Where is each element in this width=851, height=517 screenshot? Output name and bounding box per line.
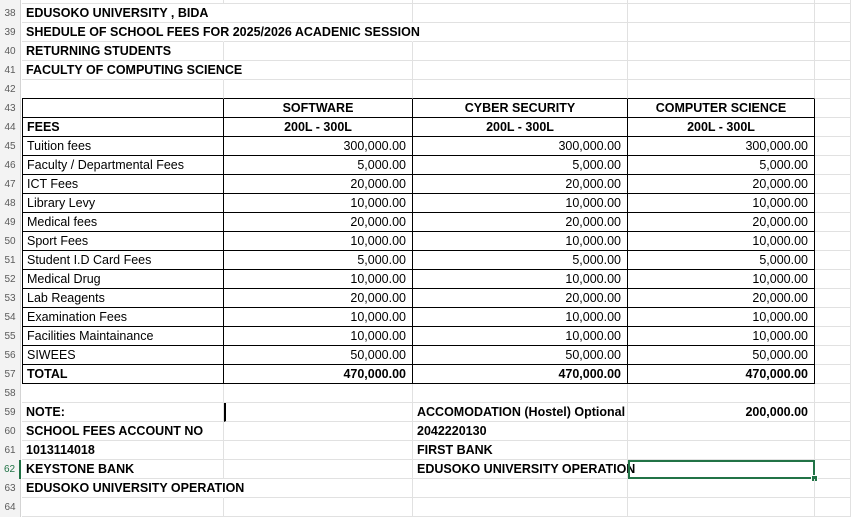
fee-amount-computer-science[interactable]: 10,000.00 (628, 327, 815, 346)
cell[interactable] (815, 479, 851, 498)
fee-row (0, 175, 851, 194)
cell[interactable] (815, 498, 851, 517)
accommodation-amount[interactable]: 200,000.00 (628, 403, 815, 422)
spreadsheet-row (0, 460, 851, 479)
cell[interactable] (413, 80, 628, 99)
cell[interactable] (815, 232, 851, 251)
fee-amount-software[interactable]: 20,000.00 (224, 213, 413, 232)
fee-amount-computer-science[interactable]: 10,000.00 (628, 270, 815, 289)
cell[interactable] (815, 308, 851, 327)
cell[interactable] (815, 270, 851, 289)
cell[interactable] (815, 346, 851, 365)
fee-label[interactable]: Sport Fees (22, 232, 224, 251)
fee-amount-cyber-security[interactable]: 10,000.00 (413, 270, 628, 289)
program-header-computer-science[interactable]: COMPUTER SCIENCE (628, 99, 815, 118)
cell[interactable] (815, 156, 851, 175)
cell[interactable] (413, 479, 628, 498)
fee-row (0, 270, 851, 289)
fee-row (0, 251, 851, 270)
hostel-account-name[interactable]: EDUSOKO UNIVERSITY OPERATION (413, 460, 628, 479)
row-header[interactable]: 41 (0, 61, 21, 80)
cell[interactable] (628, 384, 815, 403)
table-total-row (0, 365, 851, 384)
row-header[interactable]: 58 (0, 384, 21, 403)
fee-row (0, 308, 851, 327)
row-header[interactable]: 64 (0, 498, 21, 517)
fee-amount-software[interactable]: 10,000.00 (224, 194, 413, 213)
fee-amount-computer-science[interactable]: 300,000.00 (628, 137, 815, 156)
cell[interactable] (628, 80, 815, 99)
school-fees-account-label[interactable]: SCHOOL FEES ACCOUNT NO (22, 422, 224, 441)
cell[interactable] (815, 422, 851, 441)
fee-amount-cyber-security[interactable]: 10,000.00 (413, 232, 628, 251)
fee-amount-cyber-security[interactable]: 300,000.00 (413, 137, 628, 156)
cell[interactable] (815, 365, 851, 384)
fee-amount-computer-science[interactable]: 10,000.00 (628, 308, 815, 327)
row-header[interactable]: 48 (0, 194, 21, 213)
cell[interactable] (413, 61, 628, 80)
row-header[interactable]: 47 (0, 175, 21, 194)
selected-cell[interactable] (628, 460, 815, 479)
row-header[interactable]: 61 (0, 441, 21, 460)
row-header[interactable]: 53 (0, 289, 21, 308)
fee-amount-software[interactable]: 10,000.00 (224, 308, 413, 327)
cell[interactable] (628, 441, 815, 460)
fee-amount-computer-science[interactable]: 20,000.00 (628, 175, 815, 194)
fee-label[interactable]: SIWEES (22, 346, 224, 365)
school-fees-bank-name[interactable]: KEYSTONE BANK (22, 460, 224, 479)
cell[interactable] (22, 99, 224, 118)
fee-amount-cyber-security[interactable]: 20,000.00 (413, 289, 628, 308)
row-header[interactable]: 51 (0, 251, 21, 270)
fee-amount-software[interactable]: 300,000.00 (224, 137, 413, 156)
cell[interactable] (815, 327, 851, 346)
cell[interactable] (815, 4, 851, 23)
note-label[interactable]: NOTE: (22, 403, 224, 422)
fee-label[interactable]: Library Levy (22, 194, 224, 213)
accommodation-label[interactable]: ACCOMODATION (Hostel) Optional (413, 403, 628, 422)
cell[interactable] (815, 289, 851, 308)
row-header[interactable]: 49 (0, 213, 21, 232)
cell[interactable] (224, 61, 413, 80)
cell[interactable] (224, 460, 413, 479)
fee-label[interactable]: Facilities Maintainance (22, 327, 224, 346)
level-software[interactable]: 200L - 300L (224, 118, 413, 137)
hostel-account-number[interactable]: 2042220130 (413, 422, 628, 441)
fee-amount-computer-science[interactable]: 5,000.00 (628, 251, 815, 270)
row-header[interactable]: 56 (0, 346, 21, 365)
row-header[interactable]: 60 (0, 422, 21, 441)
fee-amount-cyber-security[interactable]: 5,000.00 (413, 251, 628, 270)
cell[interactable] (22, 80, 224, 99)
spreadsheet-row (0, 479, 851, 498)
total-software[interactable]: 470,000.00 (224, 365, 413, 384)
row-header[interactable]: 46 (0, 156, 21, 175)
row-header[interactable]: 45 (0, 137, 21, 156)
fee-amount-software[interactable]: 10,000.00 (224, 232, 413, 251)
cell[interactable] (815, 194, 851, 213)
row-header[interactable]: 43 (0, 99, 21, 118)
cell[interactable] (224, 498, 413, 517)
level-computer-science[interactable]: 200L - 300L (628, 118, 815, 137)
cell[interactable] (224, 479, 413, 498)
cell[interactable] (815, 213, 851, 232)
cell[interactable] (628, 61, 815, 80)
spreadsheet-row (0, 441, 851, 460)
row-header[interactable]: 44 (0, 118, 21, 137)
fee-label[interactable]: Lab Reagents (22, 289, 224, 308)
cell[interactable] (413, 4, 628, 23)
cell[interactable] (22, 384, 224, 403)
row-header[interactable]: 57 (0, 365, 21, 384)
spreadsheet-row (0, 61, 851, 80)
cell[interactable] (224, 23, 413, 42)
fee-amount-cyber-security[interactable]: 20,000.00 (413, 175, 628, 194)
students-title[interactable]: RETURNING STUDENTS (22, 42, 224, 61)
cell[interactable] (224, 422, 413, 441)
cell[interactable] (224, 384, 413, 403)
row-header[interactable]: 63 (0, 479, 21, 498)
fee-amount-cyber-security[interactable]: 10,000.00 (413, 308, 628, 327)
fee-row (0, 232, 851, 251)
fee-amount-cyber-security[interactable]: 5,000.00 (413, 156, 628, 175)
row-header[interactable]: 59 (0, 403, 21, 422)
cell[interactable] (628, 422, 815, 441)
table-header-row (0, 99, 851, 118)
fee-amount-software[interactable]: 50,000.00 (224, 346, 413, 365)
cell[interactable] (628, 42, 815, 61)
cell[interactable] (815, 80, 851, 99)
fee-amount-computer-science[interactable]: 5,000.00 (628, 156, 815, 175)
total-computer-science[interactable]: 470,000.00 (628, 365, 815, 384)
row-header[interactable]: 50 (0, 232, 21, 251)
cell[interactable] (628, 479, 815, 498)
row-header[interactable]: 38 (0, 4, 21, 23)
cell[interactable] (815, 403, 851, 422)
fee-amount-computer-science[interactable]: 20,000.00 (628, 213, 815, 232)
cell[interactable] (815, 42, 851, 61)
fee-row (0, 137, 851, 156)
fee-amount-cyber-security[interactable]: 50,000.00 (413, 346, 628, 365)
cell[interactable] (224, 42, 413, 61)
spreadsheet-row (0, 498, 851, 517)
fee-amount-computer-science[interactable]: 20,000.00 (628, 289, 815, 308)
cell[interactable] (815, 61, 851, 80)
program-header-cyber-security[interactable]: CYBER SECURITY (413, 99, 628, 118)
row-header[interactable]: 39 (0, 23, 21, 42)
school-fees-account-name[interactable]: EDUSOKO UNIVERSITY OPERATION (22, 479, 224, 498)
fee-row (0, 194, 851, 213)
fee-amount-software[interactable]: 5,000.00 (224, 156, 413, 175)
row-header[interactable]: 54 (0, 308, 21, 327)
fee-label[interactable]: Tuition fees (22, 137, 224, 156)
total-label[interactable]: TOTAL (22, 365, 224, 384)
fee-amount-computer-science[interactable]: 10,000.00 (628, 194, 815, 213)
cell[interactable] (815, 118, 851, 137)
cell[interactable] (628, 498, 815, 517)
hostel-bank-name[interactable]: FIRST BANK (413, 441, 628, 460)
row-header[interactable]: 42 (0, 80, 21, 99)
cell[interactable] (815, 384, 851, 403)
fee-amount-software[interactable]: 20,000.00 (224, 175, 413, 194)
cell[interactable] (224, 80, 413, 99)
spreadsheet-row (0, 384, 851, 403)
cell[interactable] (413, 23, 628, 42)
cell[interactable] (815, 99, 851, 118)
fee-label[interactable]: Medical fees (22, 213, 224, 232)
cell[interactable] (815, 441, 851, 460)
spreadsheet-row (0, 422, 851, 441)
fee-amount-cyber-security[interactable]: 10,000.00 (413, 327, 628, 346)
row-header[interactable]: 62 (0, 460, 21, 479)
fee-label[interactable]: Student I.D Card Fees (22, 251, 224, 270)
spreadsheet-row (0, 403, 851, 422)
fee-row (0, 327, 851, 346)
cell[interactable] (22, 498, 224, 517)
fee-amount-software[interactable]: 5,000.00 (224, 251, 413, 270)
schedule-title[interactable]: SHEDULE OF SCHOOL FEES FOR 2025/2026 ACADENIC SESSION (22, 23, 224, 42)
fee-amount-software[interactable]: 10,000.00 (224, 327, 413, 346)
fee-row (0, 156, 851, 175)
fees-header[interactable]: FEES (22, 118, 224, 137)
cell[interactable] (224, 4, 413, 23)
row-header[interactable]: 55 (0, 327, 21, 346)
fee-row (0, 346, 851, 365)
level-cyber-security[interactable]: 200L - 300L (413, 118, 628, 137)
school-fees-account-number[interactable]: 1013114018 (22, 441, 224, 460)
cell[interactable] (413, 42, 628, 61)
row-header[interactable]: 52 (0, 270, 21, 289)
row-header[interactable]: 40 (0, 42, 21, 61)
cell[interactable] (815, 23, 851, 42)
spreadsheet-row (0, 80, 851, 99)
cell[interactable] (224, 403, 413, 422)
fee-label[interactable]: ICT Fees (22, 175, 224, 194)
fee-label[interactable]: Medical Drug (22, 270, 224, 289)
cell[interactable] (815, 460, 851, 479)
fee-amount-software[interactable]: 10,000.00 (224, 270, 413, 289)
cell[interactable] (628, 23, 815, 42)
fee-amount-computer-science[interactable]: 50,000.00 (628, 346, 815, 365)
fee-amount-software[interactable]: 20,000.00 (224, 289, 413, 308)
university-title[interactable]: EDUSOKO UNIVERSITY , BIDA (22, 4, 224, 23)
spreadsheet-row (0, 4, 851, 23)
fee-row (0, 289, 851, 308)
fee-label[interactable]: Examination Fees (22, 308, 224, 327)
cell[interactable] (628, 4, 815, 23)
fee-amount-computer-science[interactable]: 10,000.00 (628, 232, 815, 251)
fee-amount-cyber-security[interactable]: 20,000.00 (413, 213, 628, 232)
cell[interactable] (815, 251, 851, 270)
program-header-software[interactable]: SOFTWARE (224, 99, 413, 118)
fee-label[interactable]: Faculty / Departmental Fees (22, 156, 224, 175)
spreadsheet-row (0, 42, 851, 61)
cell[interactable] (413, 384, 628, 403)
cell[interactable] (224, 441, 413, 460)
spreadsheet-row (0, 23, 851, 42)
table-level-row (0, 118, 851, 137)
cell[interactable] (413, 498, 628, 517)
cell[interactable] (815, 137, 851, 156)
fee-row (0, 213, 851, 232)
cell[interactable] (815, 175, 851, 194)
faculty-title[interactable]: FACULTY OF COMPUTING SCIENCE (22, 61, 224, 80)
fee-amount-cyber-security[interactable]: 10,000.00 (413, 194, 628, 213)
total-cyber-security[interactable]: 470,000.00 (413, 365, 628, 384)
